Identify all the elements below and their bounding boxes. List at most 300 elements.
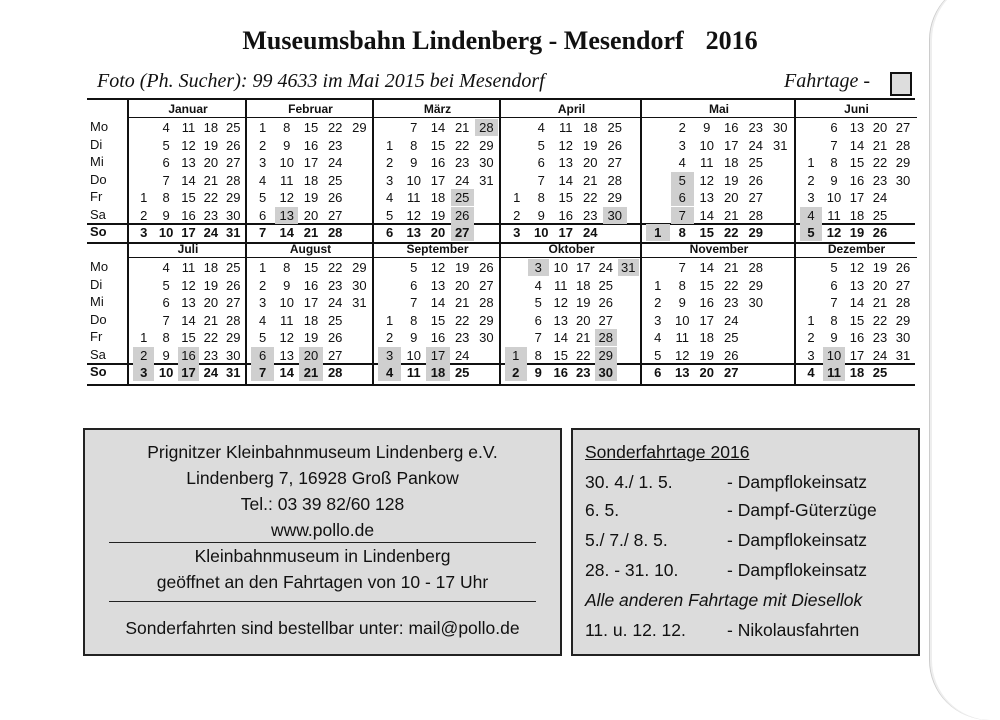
month-name: April — [501, 102, 642, 118]
calendar-day: 4 — [537, 120, 545, 135]
calendar-day: 17 — [181, 225, 196, 240]
month-name: Januar — [129, 102, 247, 118]
calendar-day: 14 — [849, 137, 865, 153]
calendar-day: 20 — [303, 207, 319, 223]
calendar-day: 4 — [162, 120, 170, 135]
calendar-day: 14 — [430, 120, 446, 135]
calendar-day: 24 — [327, 295, 343, 310]
calendar-day: 9 — [162, 207, 170, 223]
calendar-day: 13 — [675, 365, 690, 380]
calendar-day: 2 — [258, 137, 267, 153]
calendar-day: 27 — [226, 155, 241, 170]
divider — [109, 601, 536, 602]
calendar-day: 3 — [378, 347, 401, 364]
special-heading: Sonderfahrtage 2016 — [585, 442, 750, 462]
calendar-day: 21 — [303, 225, 319, 240]
calendar-day: 8 — [410, 137, 418, 153]
calendar-day: 12 — [558, 137, 573, 153]
calendar-day: 5 — [258, 330, 267, 345]
calendar-day: 28 — [748, 260, 763, 275]
weekday-label: Fr — [90, 329, 103, 344]
calendar-day: 5 — [534, 295, 542, 310]
calendar-day: 23 — [454, 330, 470, 345]
calendar-day: 3 — [807, 190, 815, 205]
calendar-day: 12 — [675, 347, 690, 363]
calendar-day: 23 — [203, 347, 219, 363]
calendar-day: 5 — [162, 277, 170, 293]
calendar-day: 15 — [849, 155, 865, 170]
calendar-day: 28 — [748, 207, 763, 223]
calendar-day: 20 — [583, 155, 598, 170]
calendar-day: 11 — [559, 120, 573, 135]
calendar-day: 30 — [748, 295, 763, 310]
month-name: Februar — [247, 102, 374, 118]
calendar-day: 13 — [558, 155, 573, 170]
month-dezember — [794, 240, 917, 384]
calendar-day: 19 — [203, 277, 219, 293]
special-desc: - Dampflokeinsatz — [727, 530, 868, 550]
calendar-day: 26 — [748, 172, 763, 188]
calendar-day: 12 — [279, 190, 295, 205]
calendar-day: 10 — [823, 347, 845, 364]
calendar-day: 10 — [553, 260, 568, 275]
weekday-label: Mi — [90, 294, 104, 309]
calendar-day: 6 — [534, 312, 542, 328]
calendar-day: 29 — [479, 312, 494, 328]
calendar-day: 29 — [595, 347, 617, 364]
calendar-day: 26 — [872, 225, 888, 240]
calendar-day: 14 — [699, 260, 714, 275]
calendar-day: 18 — [699, 330, 714, 345]
calendar-day: 9 — [830, 330, 838, 345]
calendar-day: 14 — [553, 330, 568, 345]
booking-info: Sonderfahrten sind bestellbar unter: mail@pollo.de — [125, 618, 520, 638]
calendar-day: 18 — [849, 207, 865, 223]
calendar-day: 18 — [583, 120, 598, 135]
calendar-day: 8 — [830, 155, 838, 170]
calendar-day: 28 — [595, 329, 617, 346]
museum-website[interactable]: www.pollo.de — [270, 520, 375, 540]
calendar-day: 8 — [283, 120, 291, 135]
calendar-day: 27 — [327, 207, 343, 223]
calendar-day: 3 — [807, 347, 815, 363]
calendar-day: 1 — [385, 137, 394, 153]
month-september — [372, 240, 501, 384]
calendar-day: 13 — [430, 277, 446, 293]
calendar-day: 4 — [678, 155, 686, 170]
calendar-day: 17 — [724, 137, 739, 153]
special-date: 6. 5. — [585, 500, 620, 520]
calendar-day: 3 — [140, 225, 148, 240]
month-name: Mai — [642, 102, 796, 118]
calendar-day: 17 — [558, 225, 573, 240]
calendar-day: 11 — [280, 312, 294, 328]
calendar-day: 4 — [534, 277, 542, 293]
calendar-day: 30 — [226, 347, 241, 363]
calendar-day: 17 — [430, 172, 446, 188]
weekday-label: Mo — [90, 259, 109, 274]
calendar-day: 6 — [654, 365, 662, 380]
calendar-day: 9 — [283, 137, 291, 153]
calendar-day: 31 — [895, 347, 911, 363]
calendar-day: 15 — [558, 190, 573, 205]
calendar-day: 3 — [654, 312, 662, 328]
calendar-day: 11 — [181, 260, 196, 275]
calendar-day: 31 — [773, 137, 788, 153]
calendar-day: 4 — [258, 172, 267, 188]
calendar-day: 21 — [872, 137, 888, 153]
calendar-day: 13 — [275, 207, 298, 224]
month-november — [640, 240, 796, 384]
calendar-day: 19 — [454, 260, 470, 275]
calendar-day: 1 — [505, 347, 527, 364]
calendar-day: 11 — [700, 155, 714, 170]
calendar-day: 7 — [251, 364, 274, 381]
calendar-day: 16 — [849, 330, 865, 345]
calendar-day: 16 — [178, 347, 199, 364]
calendar-day: 27 — [895, 277, 911, 293]
calendar-day: 14 — [181, 312, 196, 328]
calendar-day: 16 — [558, 207, 573, 223]
calendar-day: 17 — [699, 312, 714, 328]
calendar-day: 30 — [895, 330, 911, 345]
calendar-day: 9 — [410, 155, 418, 170]
calendar-day: 29 — [748, 225, 763, 240]
calendar-day: 6 — [258, 207, 267, 223]
calendar-day: 21 — [299, 364, 322, 381]
calendar-day: 6 — [251, 347, 274, 364]
calendar-day: 1 — [140, 190, 148, 205]
calendar-day: 5 — [258, 190, 267, 205]
special-desc: - Dampflokeinsatz — [727, 472, 868, 492]
calendar-day: 10 — [699, 137, 714, 153]
calendar-day: 5 — [654, 347, 662, 363]
calendar-day: 2 — [258, 277, 267, 293]
weekday-label: Di — [90, 276, 103, 292]
calendar-day: 6 — [671, 189, 695, 206]
calendar-day: 19 — [430, 207, 446, 223]
calendar-day: 31 — [352, 295, 367, 310]
calendar-day: 18 — [303, 312, 319, 328]
calendar-day: 15 — [303, 120, 319, 135]
calendar-day: 1 — [646, 224, 670, 241]
calendar-day: 25 — [872, 207, 888, 223]
museum-name: Prignitzer Kleinbahnmuseum Lindenberg e.V. — [147, 442, 498, 462]
calendar-day: 20 — [699, 365, 714, 380]
calendar-day: 22 — [576, 347, 591, 363]
calendar-day: 6 — [162, 295, 170, 310]
calendar-day: 15 — [303, 260, 319, 275]
month-name: Juli — [129, 242, 247, 258]
calendar-day: 9 — [162, 347, 170, 363]
calendar-day: 31 — [618, 259, 640, 276]
calendar-day: 17 — [849, 190, 865, 205]
calendar-day: 26 — [598, 295, 613, 310]
calendar-day: 30 — [352, 277, 367, 293]
calendar-day: 26 — [327, 330, 343, 345]
calendar-day: 13 — [553, 312, 568, 328]
calendar-day: 27 — [724, 365, 739, 380]
calendar-day: 13 — [699, 190, 714, 205]
month-januar — [127, 100, 247, 242]
calendar-day: 31 — [479, 172, 494, 188]
calendar-day: 6 — [537, 155, 545, 170]
calendar-day: 19 — [303, 330, 319, 345]
calendar-day: 23 — [872, 330, 888, 345]
calendar-day: 15 — [181, 190, 196, 205]
calendar-day: 28 — [895, 295, 911, 310]
calendar-day: 15 — [849, 312, 865, 328]
calendar-day: 11 — [554, 277, 568, 293]
calendar-day: 25 — [327, 312, 343, 328]
calendar-day: 27 — [598, 312, 613, 328]
calendar-day: 26 — [226, 277, 241, 293]
legend-swatch — [890, 72, 912, 96]
special-desc: - Dampflokeinsatz — [727, 560, 868, 580]
calendar-day: 13 — [279, 347, 295, 363]
title-text: Museumsbahn Lindenberg - Mesendorf — [242, 26, 684, 55]
calendar-day: 6 — [162, 155, 170, 170]
calendar-day: 26 — [226, 137, 241, 153]
calendar-day: 19 — [724, 172, 739, 188]
calendar-day: 21 — [576, 330, 591, 345]
calendar-day: 15 — [430, 137, 446, 153]
calendar-day: 10 — [675, 312, 690, 328]
calendar-day: 3 — [513, 225, 521, 240]
month-name: März — [374, 102, 501, 118]
calendar-day: 15 — [430, 312, 446, 328]
calendar-day: 5 — [537, 137, 545, 153]
calendar-day: 28 — [327, 225, 343, 240]
calendar-day: 2 — [678, 120, 686, 135]
calendar-day: 19 — [303, 190, 319, 205]
calendar-day: 20 — [872, 277, 888, 293]
calendar-day: 5 — [162, 137, 170, 153]
month-name: November — [642, 242, 796, 258]
calendar-day: 24 — [724, 312, 739, 328]
calendar-day: 19 — [872, 260, 888, 275]
calendar-day: 16 — [303, 137, 319, 153]
month-name: Juni — [796, 102, 917, 118]
calendar-day: 3 — [528, 259, 550, 276]
calendar-day: 24 — [598, 260, 613, 275]
calendar-day: 16 — [430, 330, 446, 345]
calendar-day: 12 — [826, 225, 842, 240]
calendar-day: 2 — [513, 207, 521, 223]
calendar-day: 24 — [748, 137, 763, 153]
calendar-day: 25 — [327, 172, 343, 188]
calendar-day: 8 — [283, 260, 291, 275]
opening-hours: geöffnet an den Fahrtagen von 10 - 17 Uhr — [156, 572, 489, 592]
photo-caption: Foto (Ph. Sucher): 99 4633 im Mai 2015 bei Mesendorf — [97, 70, 545, 92]
calendar-day: 3 — [258, 295, 267, 310]
special-date: 11. u. 12. 12. — [585, 620, 686, 640]
calendar-day: 21 — [872, 295, 888, 310]
calendar-day: 1 — [654, 277, 662, 293]
calendar-day: 14 — [849, 295, 865, 310]
calendar-day: 25 — [451, 189, 474, 206]
divider — [109, 542, 536, 543]
calendar-day: 30 — [603, 207, 627, 224]
calendar-day: 16 — [849, 172, 865, 188]
calendar-day: 20 — [454, 277, 470, 293]
calendar-day: 23 — [327, 137, 343, 153]
calendar-day: 3 — [385, 172, 394, 188]
calendar-day: 24 — [203, 365, 219, 380]
calendar-day: 30 — [226, 207, 241, 223]
calendar-day: 24 — [454, 347, 470, 363]
calendar-day: 28 — [479, 295, 494, 310]
calendar-day: 5 — [410, 260, 418, 275]
calendar-day: 21 — [203, 172, 219, 188]
calendar-day: 29 — [226, 330, 241, 345]
calendar-day: 10 — [406, 347, 422, 363]
month-märz — [372, 100, 501, 242]
calendar-day: 2 — [140, 207, 148, 223]
calendar-day: 22 — [872, 312, 888, 328]
calendar-day: 8 — [537, 190, 545, 205]
month-name: Oktober — [501, 242, 642, 258]
calendar-day: 10 — [279, 295, 295, 310]
calendar-day: 19 — [849, 225, 865, 240]
calendar-day: 9 — [283, 277, 291, 293]
calendar-day: 18 — [203, 120, 219, 135]
weekday-label: Mi — [90, 154, 104, 169]
calendar-day: 8 — [830, 312, 838, 328]
calendar-day: 29 — [607, 190, 622, 205]
month-name: Dezember — [796, 242, 917, 258]
calendar-day: 23 — [454, 155, 470, 170]
calendar-day: 24 — [872, 190, 888, 205]
calendar-day: 5 — [671, 172, 695, 189]
weekday-label: Di — [90, 136, 103, 152]
calendar-day: 26 — [724, 347, 739, 363]
calendar-day: 20 — [576, 312, 591, 328]
calendar-day: 7 — [830, 137, 838, 153]
calendar-day: 11 — [406, 365, 421, 380]
calendar-day: 26 — [895, 260, 911, 275]
calendar-day: 7 — [534, 330, 542, 345]
calendar-day: 20 — [203, 155, 219, 170]
calendar-day: 15 — [699, 225, 714, 240]
weekday-label: So — [90, 224, 107, 239]
calendar-day: 27 — [895, 120, 911, 135]
calendar-day: 19 — [583, 137, 598, 153]
calendar-day: 14 — [181, 172, 196, 188]
calendar-first-half — [87, 98, 915, 244]
calendar-day: 11 — [407, 190, 421, 205]
calendar-day: 24 — [203, 225, 219, 240]
special-date: 30. 4./ 1. 5. — [585, 472, 673, 492]
weekday-label: Sa — [90, 346, 106, 362]
calendar-day: 22 — [724, 225, 739, 240]
calendar-day: 13 — [181, 295, 196, 310]
calendar-day: 4 — [385, 190, 394, 205]
calendar-day: 9 — [703, 120, 711, 135]
calendar-day: 7 — [162, 172, 170, 188]
calendar-day: 7 — [830, 295, 838, 310]
calendar-day: 14 — [279, 365, 295, 380]
calendar-day: 12 — [430, 260, 446, 275]
calendar-day: 23 — [583, 207, 598, 223]
calendar-day: 11 — [181, 120, 196, 135]
legend — [784, 70, 870, 93]
calendar-day: 4 — [162, 260, 170, 275]
calendar-day: 2 — [133, 347, 154, 364]
calendar-day: 2 — [807, 330, 815, 345]
calendar-day: 22 — [724, 277, 739, 293]
calendar-day: 4 — [800, 207, 822, 224]
calendar-day: 23 — [327, 277, 343, 293]
calendar-day: 14 — [699, 207, 714, 223]
weekday-label: Do — [90, 311, 107, 327]
special-desc: - Dampf-Güterzüge — [727, 500, 877, 520]
calendar-day: 21 — [454, 120, 470, 135]
calendar-day: 31 — [226, 365, 241, 380]
calendar-day: 16 — [724, 120, 739, 135]
calendar-day: 6 — [830, 277, 838, 293]
museum-phone: Tel.: 03 39 82/60 128 — [240, 494, 405, 514]
calendar-day: 9 — [678, 295, 686, 310]
calendar-day: 29 — [895, 312, 911, 328]
legend-label: Fahrtage - — [784, 70, 871, 92]
calendar-day: 21 — [724, 207, 739, 223]
calendar-day: 29 — [748, 277, 763, 293]
calendar-day: 27 — [451, 224, 474, 241]
calendar-day: 20 — [203, 295, 219, 310]
calendar-day: 28 — [475, 119, 498, 136]
calendar-day: 2 — [385, 330, 394, 345]
weekday-label: Mo — [90, 119, 109, 134]
calendar-day: 15 — [181, 330, 196, 345]
calendar-day: 5 — [800, 224, 822, 241]
calendar-day: 25 — [872, 365, 888, 380]
calendar-day: 4 — [378, 364, 401, 381]
calendar-day: 27 — [479, 277, 494, 293]
calendar-day: 27 — [226, 295, 241, 310]
calendar-day: 15 — [699, 277, 714, 293]
calendar-day: 29 — [895, 155, 911, 170]
calendar-day: 30 — [479, 330, 494, 345]
calendar-day: 26 — [451, 207, 474, 224]
calendar-day: 22 — [203, 190, 219, 205]
special-date: 5./ 7./ 8. 5. — [585, 530, 668, 550]
calendar-day: 25 — [607, 120, 622, 135]
calendar-day: 1 — [140, 330, 148, 345]
calendar-day: 21 — [724, 260, 739, 275]
calendar-day: 13 — [406, 225, 422, 240]
calendar-day: 27 — [748, 190, 763, 205]
calendar-day: 22 — [203, 330, 219, 345]
calendar-day: 24 — [454, 172, 470, 188]
calendar-day: 14 — [430, 295, 446, 310]
calendar-day: 11 — [827, 207, 841, 223]
calendar-day: 13 — [849, 277, 865, 293]
calendar-day: 16 — [553, 365, 568, 380]
calendar-day: 25 — [226, 120, 241, 135]
calendar-day: 25 — [748, 155, 763, 170]
calendar-day: 20 — [872, 120, 888, 135]
museum-info-box — [83, 428, 562, 656]
calendar-day: 17 — [303, 155, 319, 170]
calendar-day: 22 — [454, 137, 470, 153]
card-edge — [929, 0, 1000, 720]
calendar-day: 17 — [426, 347, 449, 364]
calendar-day: 29 — [226, 190, 241, 205]
calendar-day: 25 — [598, 277, 613, 293]
month-februar — [245, 100, 374, 242]
calendar-day: 10 — [158, 365, 174, 380]
